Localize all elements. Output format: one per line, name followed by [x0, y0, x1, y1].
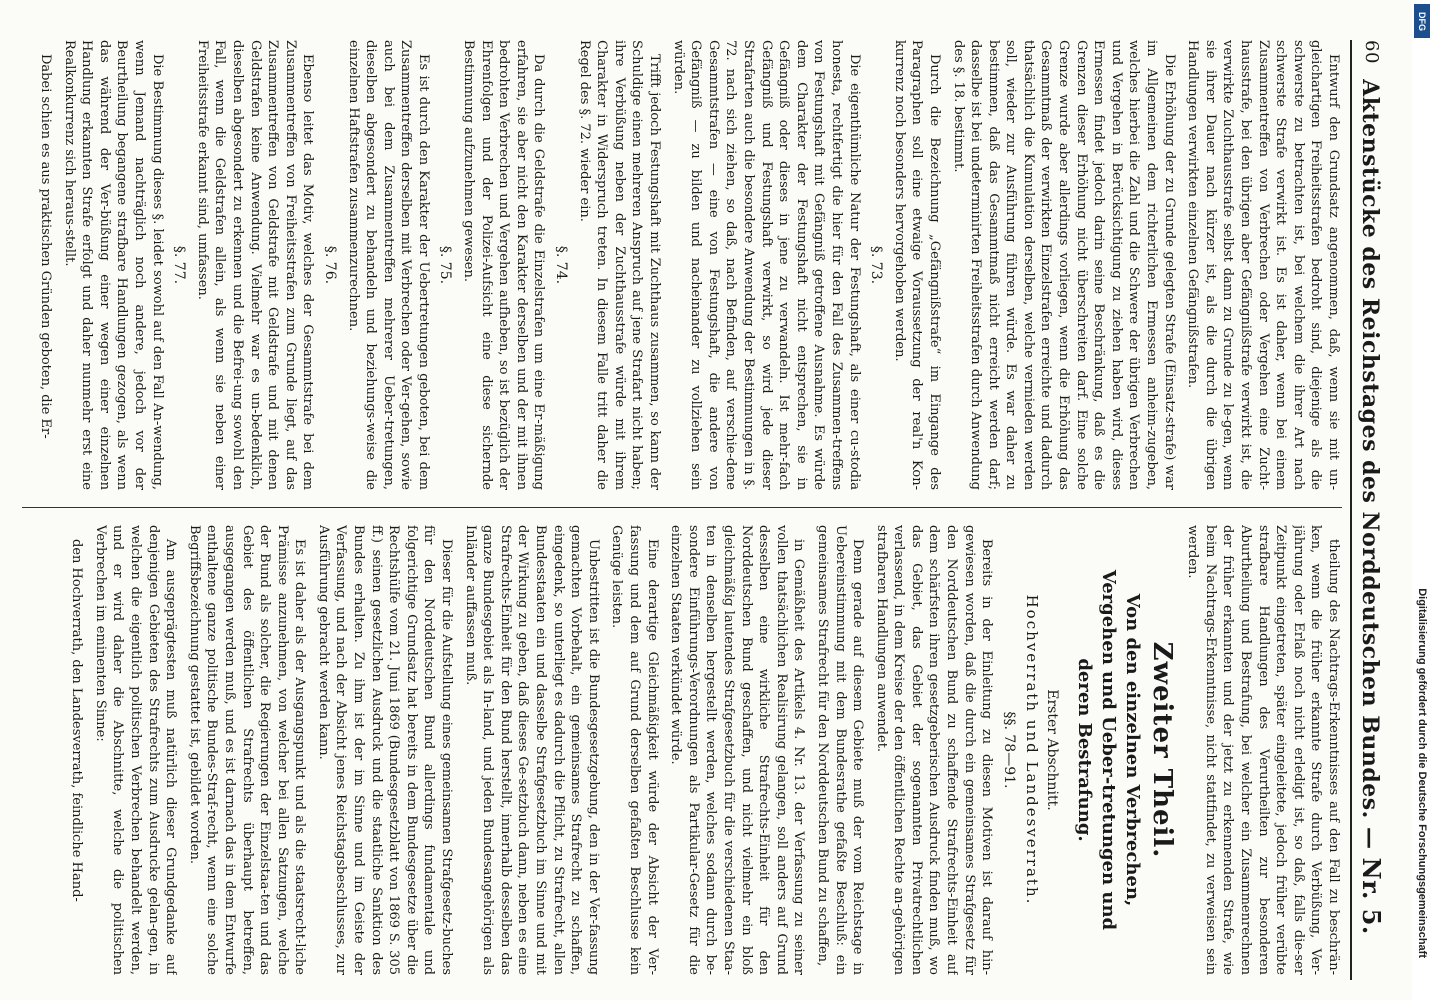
title-separator: —	[1357, 826, 1384, 850]
digitization-credit: Digitalisierung gefördert durch die Deutsche Forschungsgemeinschaft	[1416, 588, 1428, 958]
page-number: 60	[1361, 40, 1383, 64]
paragraph: theilung des Nachtrags-Erkenntnisses auf den Fall zu beschrän-ken, wenn die früher erkannte Strafe durch Verbüßung, Ver-jährung oder Erlaß noch nicht erledigt ist, so daß, falls die-ser Zeitpunkt eingetreten, später eingeleitete, jedoch früher verübte strafbare Handlungen des Verurtheilten zur besonderen Aburtheilung und Bestrafung, bei welcher ein Zusammenrechnen der früher erkannten und der jetzt zu erkennenden Strafe, wie beim Nachtrags-Erkenntnisse, nicht stattfindet, zu verweisen sein werden.	[1185, 525, 1341, 975]
paragraph: Unbestritten ist die Bundesgesetzgebung, den in der Ver-fassung gemachten Vorbehalt, ein gemeinsames Strafrecht zu schaffen, eingedenk, so unterliegt es dadurch die Pflicht, zu Strafrecht, allen Bundesstaaten ein und dasselbe Strafgesetzbuch im Sinne und mit der Wirkung zu geben, daß dieses Ge-setzbuch dann, neben es eine Strafrechts-Einheit für den Bund herstellt, innerhalb desselben das ganze Bundesgebiet als In-land, und jeden Bundesangehörigen als Inländer auffassen muß.	[462, 525, 601, 975]
paragraph: Da durch die Geldstrafe die Einzelstrafen um eine Er-mäßigung erfahren, sie aber nicht den Karakter derselben und der mit ihnen bedrohten Verbrechen und Vergehen aufheben, so ist bezüglich der Ehrenfolgen und der Polizei-Aufsicht eine diese sichernde Bestimmung aufzunehmen gewesen.	[461, 40, 547, 490]
paragraph: Denn gerade auf diesem Gebiete muß der vom Reichstage in Uebereinstimmung mit dem Bundesrathe gefaßte Beschluß: ein gemeinsames Strafrecht für den Norddeutschen Bund zu schaffen,	[814, 525, 866, 975]
part-title: Zweiter Theil.	[1146, 641, 1177, 859]
section-heading-73: §. 73.	[868, 245, 885, 285]
paragraph: Bereits in der Einleitung zu diesen Motiven ist darauf hin-gewiesen worden, daß die durch ein gemeinsames Strafgesetz für den Norddeutschen Bund zu schaffende Strafrechts-Einheit auf dem schärfsten ihren gesetzgeberischen Ausdruck finden muß, wo das Gebiet, das Gebiet der sogenannten Privatrechtlichen verlassend, in dem Kreise der den öffentlichen Rechte an-gehörigen strafbaren Handlungen anwendet.	[873, 525, 995, 975]
running-title-text: Aktenstücke des Reichstages des Norddeutschen Bundes.	[1357, 79, 1384, 819]
page-header	[1350, 40, 1392, 980]
running-title	[1358, 64, 1387, 950]
right-column	[22, 525, 1342, 975]
paragraph: Eine derartige Gleichmäßigkeit würde der Absicht der Ver-fassung und dem auf Grund derselben gefaßten Beschlusse kein Genüge leisten.	[609, 525, 660, 975]
paragraph: Die Erhöhung der zu Grunde gelegten Strafe (Einsatz-strafe) war im Allgemeinen dem richterlichen Ermessen anheim-zugeben, welches hierbei die Zahl und die Schwere der übrigen Verbrechen und Vergehen in Berücksichtigung zu ziehen haben wird, dieses Ermessen findet jedoch darin seine Beschränkung, daß es die Grenzen dieser Erhöhung nicht überschreiten darf. Eine solche Grenze wurde aber allerdings vorliegen, wenn die Erhöhung das Gesammtmaß der verwirkten Einzelstrafen erreichte und dadurch thatsächlich die Kumulation derselben, welche vermieden werden soll, wieder zur Ausführung führen würde. Es war daher zu bestimmen, daß das Gesammtmaß nicht erreicht werden darf; dasselbe ist bei undeterminirten Freiheitsstrafen durch Anwendung des §. 18. bestimmt.	[950, 40, 1177, 490]
section-heading-74: §. 74.	[553, 245, 570, 285]
paragraph: Ebenso leitet das Motiv, welches der Gesammtstrafe bei dem Zusammentreffen von Freiheitsstrafen zum Grunde liegt, auf das Zusammentreffen von Geldstrafe mit Geldstrafe und mit denen Geldstrafen keine Anwendung. Vielmehr war es un-bedenklich, dieselben abgesondert zu erkennen und die Befrei-ung sowohl den Fall, wenn die Geldstrafen allein, als wenn sie neben einer Freiheitsstrafe erkannt sind, umfassen.	[194, 40, 316, 490]
dfg-logo: DFG	[1414, 4, 1430, 38]
paragraph: Am ausgeprägtesten muß natürlich dieser Grundgedanke auf denjenigen Gebieten des Strafrechts zum Ausdrucke gelan-gen, in welchen die eigentlich politischen Verbrechen behandelt werden, und er wird daher die Abschnitte, welche die politischen Verbrechen im eminenten Sinne:	[92, 525, 179, 975]
column-divider	[22, 507, 1342, 508]
paragraph: Die eigenthümliche Natur der Festungshaft, als einer cu-stodia honesta, rechtfertigt die hier für den Fall des Zusammen-treffens von Festungshaft mit Gefängniß getroffene Ausnahme. Es würde dem Charakter der Festungshaft nicht entsprechen, sie in Gefängniß oder dieses in jene zu verwandeln. Ist mehr-fach Gefängniß und Festungshaft verwirkt, so wird jede dieser Strafarten auch die besondere Anwendung der Bestimmungen in §. 72. nach sich ziehen, so daß, nach Befinden, auf verschie-dene Gesammtstrafen — eine von Festungshaft, die andere von Gefängniß — zu bilden und nacheinander zu vollziehen sein würden.	[670, 40, 862, 490]
section-heading-77: §. 77.	[171, 245, 188, 285]
paragraph: Durch die Bezeichnung „Gefängnißstrafe“ im Eingange des Paragraphen soll eine etwaige Voraussetzung der real'n Kon-kurrenz noch besonders hervorgehoben werden.	[891, 40, 942, 490]
digitization-credit-strip	[1412, 0, 1432, 1000]
left-column	[22, 40, 1342, 490]
paragraph: Entwurf den Grundsatz angenommen, daß, wenn sie mit un-gleichartigen Freiheitsstrafen bedroht sind, diejenige als die schwerste zu betrachten ist, bei welchem die ihrer Art nach schwerste Strafe verwirkt ist. Es ist daher, wenn bei einem Zusammentreffen von Verbrechen oder Vergehen eine Zucht-hausstrafe, bei den übrigen aber Gefängnißstrafe verwirkt ist, die verwirkte Zuchthausstrafe selbst dann zu Grunde zu le-gen, wenn sie ihrer Dauer nach kürzer ist, als die durch die übrigen Handlungen verwirkten einzelnen Gefängnißstrafen.	[1185, 40, 1341, 490]
paragraph: Es ist daher als der Ausgangspunkt und als die staatsrecht-liche Prämisse anzunehmen, von welcher bei allen Satzungen, welche der Bund als solcher, die Regierungen der Einzelstaa-ten und das Gebiet des öffentlichen Strafrechts überhaupt betreffen, ausgegangen werden muß, und es ist darnach das in dem Entwurfe enthaltene ganze politische Bundes-Straf-recht, wenn eine solche Begriffsbezeichnung gestattet ist, gebildet worden.	[186, 525, 308, 975]
section-range: §§. 78—91.	[1000, 711, 1017, 789]
section-heading-75: §. 75.	[437, 245, 454, 285]
paragraph: Die Bestimmung dieses §. leidet sowohl auf den Fall An-wendung, wenn Jemand nachträglich noch andere, jedoch vor der Beurtheilung begangene strafbare Handlungen gezogen, als wenn das während der Ver-büßung einer wegen einer einzelnen Handlung erkannten Strafe erfolgt und daher nunmehr erst eine Realkonkurrenz sich heraus-stellt.	[61, 40, 165, 490]
paragraph: Trifft jedoch Festungshaft mit Zuchthaus zusammen, so kann der Schuldige einen mehreren Anspruch auf jene Strafart nicht haben; ihre Verbüßung neben der Zuchthausstrafe würde mit ihrem Charakter in Widerspruch treten. In diesem Falle tritt daher die Regel des §. 72. wieder ein.	[576, 40, 663, 490]
paragraph: Dabei schien es aus praktischen Gründen geboten, die Er-	[38, 54, 54, 439]
section-heading-76: §. 76.	[321, 245, 338, 285]
subsection-title: Hochverrath und Landesverrath.	[1023, 594, 1042, 906]
subsection-label: Erster Abschnitt.	[1044, 689, 1061, 811]
paragraph: in Gemäßheit des Artikels 4. Nr. 13. der Verfassung zu seiner vollen thatsächlichen Realisirung gelangen, soll anders auf Grund desselben eine wirkliche Strafrechts-Einheit für den Norddeutschen Bund geschaffen, und nicht vielmehr ein bloß gleichmäßig lautendes Strafgesetzbuch für die verschiedenen Staa-ten in denselben hergestellt werden, welches sodann durch be-sondere Einführungs-Verordnungen als Partikular-Gesetz für die einzelnen Staaten verkündet würde.	[668, 525, 807, 975]
issue-number: Nr. 5.	[1357, 857, 1387, 935]
part-subtitle: Von den einzelnen Verbrechen, Vergehen und Ueber-tretungen und deren Bestrafung.	[1074, 569, 1144, 931]
paragraph: Es ist durch den Karakter der Uebertretungen geboten, bei dem Zusammentreffen derselben mit Verbrechen oder Ver-gehen, sowie auch bei dem Zusammentreffen mehrerer Ueber-tretungen, dieselben abgesondert zu behandeln und beziehungs-weise die einzelnen Haftstrafen zusammenzurechnen.	[345, 40, 431, 490]
paragraph: den Hochverrath, den Landesverrath, feindliche Hand-	[69, 539, 85, 902]
paragraph: Dieser für die Aufstellung eines gemeinsamen Strafgesetz-buches für den Norddeutschen Bund allerdings fundamentale und folgerichtige Grundsatz hat bereits in dem Bundesgesetze über die Rechtshülfe vom 21. Juni 1869 (Bundesgesetzblatt von 1869 S. 305 ff.) seinen gesetzlichen Ausdruck und die staatliche Sanktion des Bundes erhalten. Zu ihm ist der im Sinne und im Geiste der Verfassung, und nach der Absicht jenes Reichstagsbeschlusses, zur Ausführung gebracht werden kann.	[315, 525, 455, 975]
